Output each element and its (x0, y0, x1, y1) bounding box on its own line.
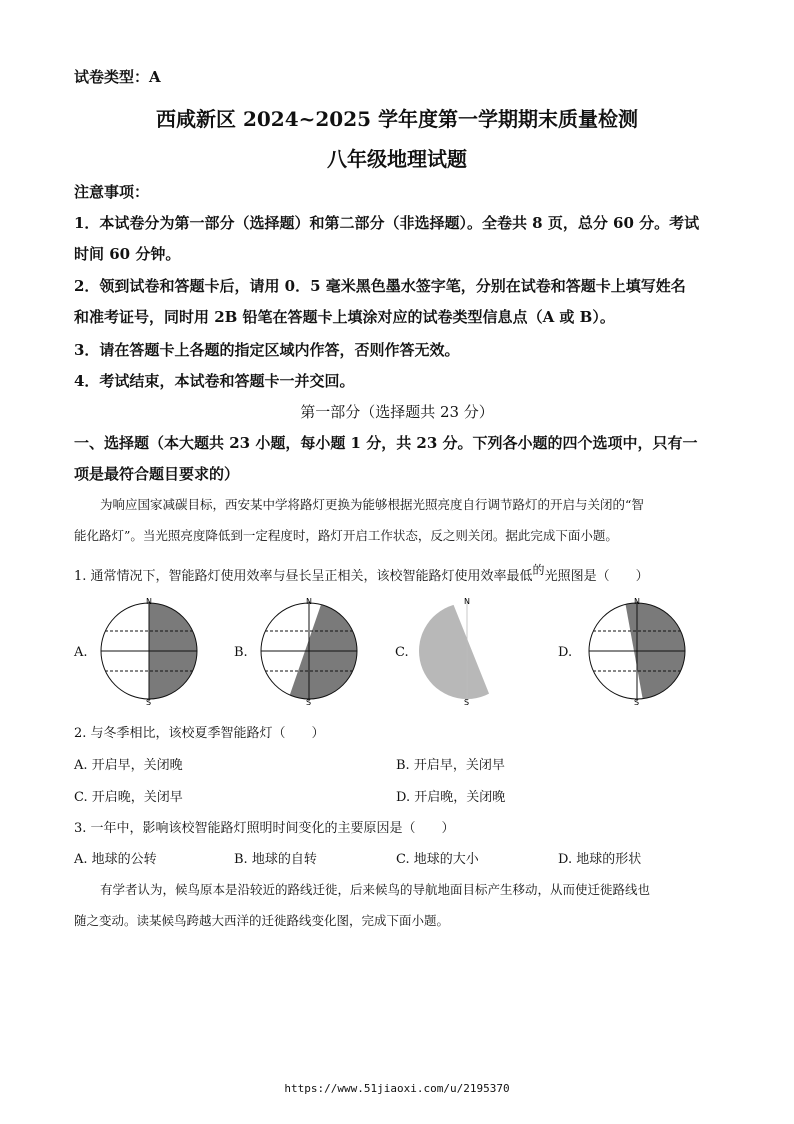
q3-option-a[interactable]: A. 地球的公转 (74, 852, 157, 867)
south-label: S (146, 698, 152, 706)
q3-option-b[interactable]: B. 地球的自转 (234, 852, 317, 867)
exam-type: 试卷类型：A (74, 68, 161, 86)
north-label: N (146, 597, 152, 606)
q3-option-d[interactable]: D. 地球的形状 (558, 852, 642, 867)
q2-option-d[interactable]: D. 开启晚，关闭晚 (396, 790, 506, 805)
q2-option-b[interactable]: B. 开启早，关闭早 (396, 758, 505, 773)
q2-option-a[interactable]: A. 开启早，关闭晚 (74, 758, 183, 773)
notice-line: 1．本试卷分为第一部分（选择题）和第二部分（非选择题）。全卷共 8 页，总分 60 分。考试 (74, 214, 700, 232)
illumination-diagram-a[interactable] (94, 596, 204, 706)
question-sup: 的 (532, 563, 545, 577)
notice-line: 3．请在答题卡上各题的指定区域内作答，否则作答无效。 (74, 341, 460, 359)
option-d-label[interactable]: D. (558, 645, 573, 660)
illumination-diagram-d[interactable] (582, 596, 692, 706)
q3-option-c[interactable]: C. 地球的大小 (396, 852, 479, 867)
question-2: 2. 与冬季相比，该校夏季智能路灯（ ） (74, 726, 325, 741)
part-title: 第一部分（选择题共 23 分） (300, 403, 494, 421)
notice-line: 4．考试结束，本试卷和答题卡一并交回。 (74, 372, 355, 390)
notice-line: 时间 60 分钟。 (74, 245, 181, 263)
section-heading: 项是最符合题目要求的） (74, 465, 240, 483)
north-label: N (306, 597, 312, 606)
passage-text: 有学者认为，候鸟原本是沿较近的路线迁徙，后来候鸟的导航地面目标产生移动，从而使迁徙路线也 (100, 882, 651, 897)
south-label: S (634, 698, 640, 706)
page-title: 西咸新区 2024~2025 学年度第一学期期末质量检测 (155, 107, 638, 131)
notice-line: 2．领到试卷和答题卡后，请用 0．5 毫米黑色墨水签字笔，分别在试卷和答题卡上填写姓名 (74, 277, 686, 295)
question-text-tail: 光照图是（ ） (544, 569, 649, 584)
option-b-label[interactable]: B. (234, 645, 248, 660)
footer-url: https://www.51jiaoxi.com/u/2195370 (284, 1082, 510, 1095)
passage-text: 为响应国家减碳目标，西安某中学将路灯更换为能够根据光照亮度自行调节路灯的开启与关闭的“智 (100, 497, 644, 512)
illumination-diagram-b[interactable] (254, 596, 364, 706)
north-label: N (464, 597, 470, 606)
illumination-diagram-c[interactable] (412, 596, 522, 706)
section-heading: 一、选择题（本大题共 23 小题，每小题 1 分，共 23 分。下列各小题的四个选项中，只有一 (74, 434, 698, 452)
north-label: N (634, 597, 640, 606)
passage-text: 能化路灯”。当光照亮度降低到一定程度时，路灯开启工作状态，反之则关闭。据此完成下面小题。 (74, 528, 618, 543)
south-label: S (306, 698, 312, 706)
q2-option-c[interactable]: C. 开启晚，关闭早 (74, 790, 183, 805)
page-subtitle: 八年级地理试题 (327, 147, 467, 171)
south-label: S (464, 698, 470, 706)
option-a-label[interactable]: A. (74, 645, 88, 660)
option-c-label[interactable]: C. (395, 645, 409, 660)
notice-heading: 注意事项： (74, 183, 150, 201)
question-3: 3. 一年中，影响该校智能路灯照明时间变化的主要原因是（ ） (74, 821, 455, 836)
question-1 (74, 565, 649, 584)
notice-line: 和准考证号，同时用 2B 铅笔在答题卡上填涂对应的试卷类型信息点（A 或 B）。 (74, 308, 615, 326)
passage-text: 随之变动。读某候鸟跨越大西洋的迁徙路线变化图，完成下面小题。 (74, 913, 450, 928)
question-text: 1. 通常情况下，智能路灯使用效率与昼长呈正相关，该校智能路灯使用效率最低 (74, 569, 533, 584)
